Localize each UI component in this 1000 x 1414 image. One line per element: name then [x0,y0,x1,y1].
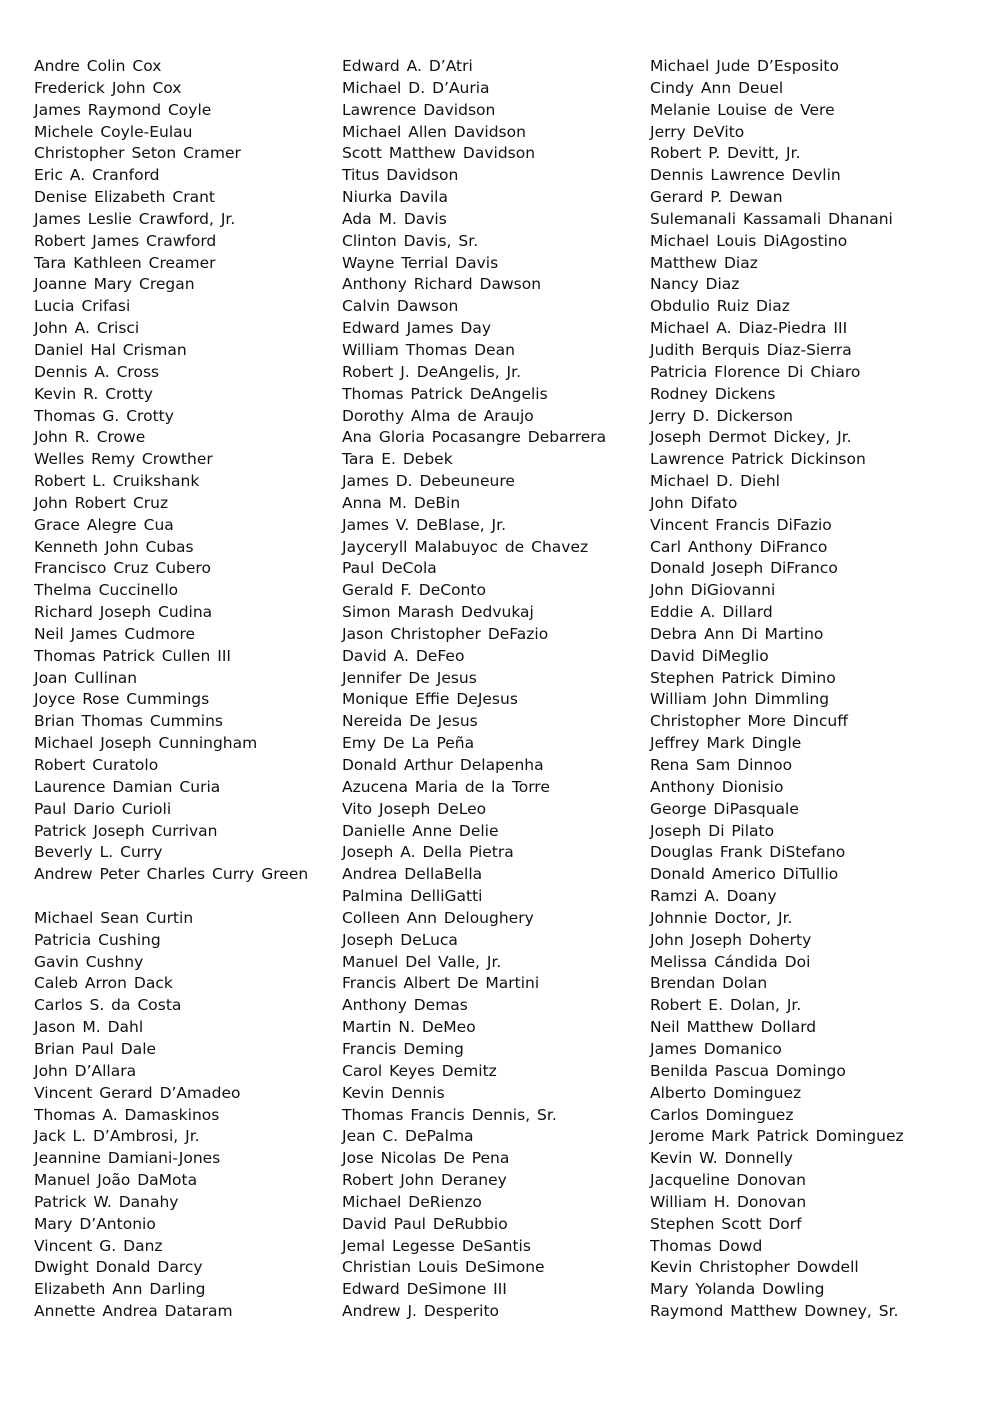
name-entry: Stephen Patrick Dimino [650,668,836,687]
name-entry: Christian Louis DeSimone [342,1258,545,1277]
name-entry: Andre Colin Cox [34,57,162,75]
name-entry: Brian Paul Dale [34,1039,157,1058]
name-entry: Thomas A. Damaskinos [34,1105,220,1124]
name-entry: James V. DeBlase, Jr. [342,515,506,534]
name-entry: Lawrence Patrick Dickinson [650,450,866,469]
name-entry: Kevin Christopher Dowdell [650,1258,859,1277]
name-entry: John R. Crowe [34,428,146,447]
name-entry: Azucena Maria de la Torre [342,777,550,796]
name-entry: Michael Sean Curtin [34,908,194,927]
name-entry: Robert E. Dolan, Jr. [650,996,802,1015]
name-entry: Andrea DellaBella [342,865,483,884]
name-entry: John Robert Cruz [34,493,169,512]
name-entry: Francisco Cruz Cubero [34,559,211,578]
name-entry: Michael Jude D’Esposito [650,57,839,75]
name-entry: Robert J. DeAngelis, Jr. [342,362,521,381]
name-entry: Welles Remy Crowther [34,450,213,469]
name-entry: Thomas Patrick Cullen III [34,646,231,665]
name-entry: Joanne Mary Cregan [34,275,195,294]
name-entry: Jason M. Dahl [34,1018,144,1037]
name-entry: Danielle Anne Delie [342,821,499,840]
name-entry: Paul DeCola [342,559,437,578]
name-entry: Tara Kathleen Creamer [34,253,216,272]
name-entry: Thelma Cuccinello [34,581,179,600]
name-entry: Jemal Legesse DeSantis [342,1236,531,1255]
name-entry: Emy De La Peña [342,734,475,753]
name-entry: Johnnie Doctor, Jr. [650,908,793,927]
name-entry: Gerard P. Dewan [650,188,783,207]
name-entry: Matthew Diaz [650,253,758,272]
name-entry: Rena Sam Dinnoo [650,756,793,774]
name-entry: Elizabeth Ann Darling [34,1280,206,1299]
name-entry: Jerry D. Dickerson [650,406,793,425]
name-entry: Manuel João DaMota [34,1171,198,1190]
name-entry: Obdulio Ruiz Diaz [650,297,790,316]
name-entry: James Domanico [650,1039,782,1058]
name-entry: Benilda Pascua Domingo [650,1061,846,1080]
name-entry: Donald Joseph DiFranco [650,559,838,578]
name-entry: Kevin R. Crotty [34,384,153,403]
name-entry: Brendan Dolan [650,974,768,993]
name-entry: Christopher More Dincuff [650,712,848,731]
name-entry: Wayne Terrial Davis [342,253,499,272]
name-entry: Michael Louis DiAgostino [650,231,848,250]
name-entry: Kevin Dennis [342,1083,445,1102]
name-entry: Jayceryll Malabuyoc de Chavez [342,537,589,556]
name-entry: Annette Andrea Dataram [34,1302,233,1321]
name-entry: Donald Americo DiTullio [650,865,839,884]
name-entry: Michael DeRienzo [342,1192,482,1211]
name-entry: Robert Curatolo [34,756,159,774]
name-entry: Daniel Hal Crisman [34,340,187,359]
name-entry: Robert John Deraney [342,1171,507,1190]
name-entry: Ana Gloria Pocasangre Debarrera [342,428,607,447]
name-entry: Beverly L. Curry [34,843,163,862]
name-entry: James Raymond Coyle [34,100,212,119]
name-entry: Nereida De Jesus [342,712,478,731]
name-entry: Andrew J. Desperito [342,1302,500,1321]
name-entry: Brian Thomas Cummins [34,712,223,731]
name-entry: Edward James Day [342,319,491,338]
name-entry: Carol Keyes Demitz [342,1061,497,1080]
name-entry: John Joseph Doherty [650,930,812,949]
name-entry: John D’Allara [34,1061,137,1080]
name-entry: Melanie Louise de Vere [650,100,835,119]
name-entry: Manuel Del Valle, Jr. [342,952,502,971]
name-entry: Donald Arthur Delapenha [342,756,544,774]
name-entry: Vincent G. Danz [34,1236,163,1255]
name-entry: Robert P. Devitt, Jr. [650,144,801,163]
name-entry: Patricia Florence Di Chiaro [650,362,861,381]
name-entry: Robert James Crawford [34,231,217,250]
name-entry: Patrick W. Danahy [34,1192,179,1211]
name-entry: Joseph A. Della Pietra [342,843,514,862]
name-entry: David A. DeFeo [342,646,465,665]
name-entry: Ada M. Davis [342,209,447,228]
name-entry: Sulemanali Kassamali Dhanani [650,209,893,228]
name-entry: Jacqueline Donovan [650,1171,806,1190]
name-entry: Joyce Rose Cummings [34,690,210,709]
name-entry: Dennis A. Cross [34,362,160,381]
name-entry: Lawrence Davidson [342,100,496,119]
name-entry: Grace Alegre Cua [34,515,174,534]
name-entry: John Difato [650,493,738,512]
name-entry: Jean C. DePalma [342,1127,474,1146]
name-entry: Raymond Matthew Downey, Sr. [650,1302,899,1321]
name-entry: Eric A. Cranford [34,166,160,185]
name-entry: Patricia Cushing [34,930,161,949]
name-entry: Paul Dario Curioli [34,799,172,818]
name-entry: Martin N. DeMeo [342,1018,476,1037]
name-entry: Judith Berquis Diaz-Sierra [650,340,852,359]
name-entry: Mary Yolanda Dowling [650,1280,825,1299]
name-entry: Nancy Diaz [650,275,740,294]
name-entry: James D. Debeuneure [342,472,515,491]
name-entry: Gerald F. DeConto [342,581,486,600]
name-entry: Rodney Dickens [650,384,776,403]
name-entry: Palmina DelliGatti [342,887,483,906]
name-entry: Jerome Mark Patrick Dominguez [650,1127,904,1146]
name-entry: Andrew Peter Charles Curry Green [34,865,309,884]
name-entry: Vincent Francis DiFazio [650,515,832,534]
name-entry: Patrick Joseph Currivan [34,821,218,840]
name-entry: William Thomas Dean [342,340,515,359]
name-entry: Kenneth John Cubas [34,537,194,556]
name-entry: Christopher Seton Cramer [34,144,241,163]
names-column-2 [342,56,642,1323]
names-column-3 [650,56,990,1323]
name-entry: Ramzi A. Doany [650,887,777,906]
name-entry: Clinton Davis, Sr. [342,231,479,250]
name-entry: Calvin Dawson [342,297,459,316]
name-entry: Michael D. D’Auria [342,78,490,97]
name-entry: Carlos Dominguez [650,1105,794,1124]
name-entry: Michael D. Diehl [650,472,780,491]
name-entry: Titus Davidson [342,166,459,185]
name-entry: Debra Ann Di Martino [650,624,824,643]
name-entry: Michael Joseph Cunningham [34,734,258,753]
name-entry: Gavin Cushny [34,952,144,971]
name-entry: Thomas Patrick DeAngelis [342,384,548,403]
name-entry: Joseph Di Pilato [650,821,775,840]
name-entry: Dennis Lawrence Devlin [650,166,841,185]
name-entry: Francis Deming [342,1039,464,1058]
name-entry: Jack L. D’Ambrosi, Jr. [34,1127,200,1146]
name-entry: Denise Elizabeth Crant [34,188,215,207]
name-entry: Jennifer De Jesus [342,668,477,687]
name-entry: Frederick John Cox [34,78,182,97]
name-entry: Jose Nicolas De Pena [342,1149,510,1168]
name-entry: Edward A. D’Atri [342,57,473,75]
name-entry: Carl Anthony DiFranco [650,537,828,556]
name-entry: Vincent Gerard D’Amadeo [34,1083,241,1102]
name-entry: George DiPasquale [650,799,799,818]
name-entry: Tara E. Debek [342,450,453,469]
name-entry: William John Dimmling [650,690,830,709]
name-entry: Edward DeSimone III [342,1280,507,1299]
name-entry: Vito Joseph DeLeo [342,799,487,818]
name-entry: Joseph DeLuca [342,930,458,949]
name-entry: Thomas Francis Dennis, Sr. [342,1105,557,1124]
name-entry: Thomas G. Crotty [34,406,174,425]
name-entry: Anthony Dionisio [650,777,784,796]
name-entry: John DiGiovanni [650,581,776,600]
name-entry: Dorothy Alma de Araujo [342,406,534,425]
name-entry: David Paul DeRubbio [342,1214,508,1233]
name-entry: Simon Marash Dedvukaj [342,603,534,622]
name-entry: Michael A. Diaz-Piedra III [650,319,848,338]
name-entry: Anthony Demas [342,996,468,1015]
name-entry: Mary D’Antonio [34,1214,156,1233]
name-entry: Melissa Cándida Doi [650,952,811,971]
name-entry: Jason Christopher DeFazio [342,624,549,643]
names-column-1 [34,56,334,1323]
name-entry: Thomas Dowd [650,1236,763,1255]
name-entry: Colleen Ann Deloughery [342,908,534,927]
name-entry: Caleb Arron Dack [34,974,173,993]
name-entry: David DiMeglio [650,646,769,665]
name-entry: William H. Donovan [650,1192,807,1211]
name-entry: Monique Effie DeJesus [342,690,518,709]
name-entry: Scott Matthew Davidson [342,144,536,163]
name-entry: Neil James Cudmore [34,624,196,643]
name-entry: Neil Matthew Dollard [650,1018,817,1037]
name-entry [34,886,334,908]
name-entry: Kevin W. Donnelly [650,1149,793,1168]
name-entry: Joseph Dermot Dickey, Jr. [650,428,852,447]
name-entry: Anna M. DeBin [342,493,461,512]
name-entry: Dwight Donald Darcy [34,1258,203,1277]
name-entry: Jeffrey Mark Dingle [650,734,802,753]
name-entry: Richard Joseph Cudina [34,603,213,622]
name-entry: Joan Cullinan [34,668,138,687]
name-entry: Jeannine Damiani-Jones [34,1149,221,1168]
name-entry: Michael Allen Davidson [342,122,526,141]
name-entry: Stephen Scott Dorf [650,1214,802,1233]
name-entry: John A. Crisci [34,319,140,338]
name-entry: Douglas Frank DiStefano [650,843,846,862]
name-entry: Jerry DeVito [650,122,745,141]
name-entry: Laurence Damian Curia [34,777,221,796]
name-entry: Carlos S. da Costa [34,996,182,1015]
name-entry: Francis Albert De Martini [342,974,540,993]
name-entry: Michele Coyle-Eulau [34,122,193,141]
name-entry: James Leslie Crawford, Jr. [34,209,236,228]
name-entry: Lucia Crifasi [34,297,131,316]
name-entry: Niurka Davila [342,188,448,207]
name-entry: Alberto Dominguez [650,1083,802,1102]
name-entry: Eddie A. Dillard [650,603,773,622]
name-entry: Cindy Ann Deuel [650,78,784,97]
name-entry: Anthony Richard Dawson [342,275,542,294]
name-entry: Robert L. Cruikshank [34,472,200,491]
